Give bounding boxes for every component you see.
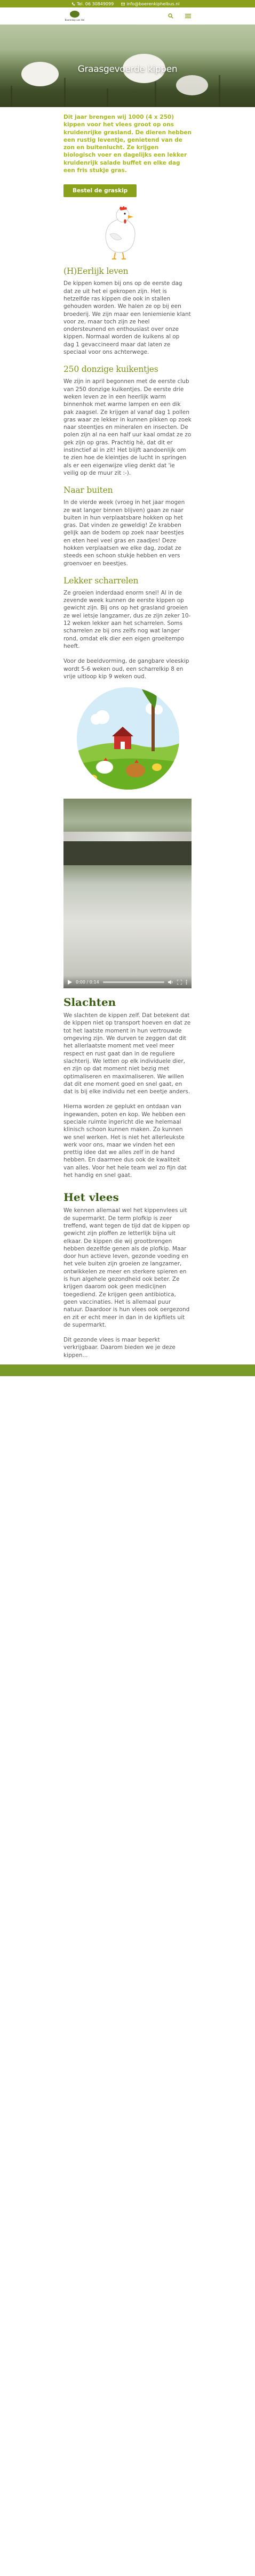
video-player[interactable] (63, 799, 192, 988)
grass-blade (64, 78, 66, 107)
video-time: 0:00 / 0:14 (76, 979, 99, 985)
top-contact-bar (0, 0, 255, 7)
logo-text: Boerenkip van Hel (65, 19, 85, 21)
order-button[interactable]: Bestel de graskip (63, 184, 137, 197)
grass-blade (155, 82, 156, 107)
section-text-scharrelen-1: Ze groeien inderdaad enorm snel! Al in de zevende week kunnen de eerste kippen op gewicht zijn. Bij ons op het grasland groeien ze wel ietsje langzamer, dus ze zijn zeker 10-12 weken lekker aan het scharrelen. Soms scharrelen ze bij ons zelfs nog wat langer rond, omdat elk dier een eigen groeitempo heeft. (63, 589, 191, 649)
grass-blade (219, 75, 220, 107)
play-icon[interactable] (68, 980, 72, 985)
section-title-slachten: Slachten (63, 996, 116, 1009)
site-logo[interactable] (63, 8, 86, 24)
farm-illustration (77, 687, 179, 790)
video-progress-track[interactable] (103, 981, 164, 983)
hamburger-menu-icon[interactable] (185, 13, 191, 19)
logo-tree-icon (70, 11, 79, 18)
section-text-vlees-2: Dit gezonde vlees is maar beperkt verkrijgbaar. Daarom bieden we je deze kippen... (63, 1337, 176, 1359)
more-options-icon[interactable] (186, 980, 187, 985)
video-frame-barn (63, 841, 192, 865)
search-icon[interactable] (168, 13, 173, 19)
section-title-kuikentjes: 250 donzige kuikentjes (63, 364, 158, 375)
section-text-slachten-1: We slachten de kippen zelf. Dat betekent dat de kippen niet op transport hoeven en dat ze tot het laatste moment in hun vertrouwde omgeving zijn. We durven te zeggen dat dit het allerlaatste moment met veel meer respect en rust gaat dan in de reguliere slachterij. We letten op elk individuele dier, en zijn op dat moment niet bezig met optimaliseren en maximaliseren. We willen dat dit ene moment goed en snel gaat, en dat is bij elke individu net een beetje anders. (63, 1012, 191, 1095)
fullscreen-icon[interactable] (177, 980, 182, 985)
email-contact[interactable] (121, 2, 179, 6)
mail-icon (121, 2, 125, 6)
chicken-illustration (91, 204, 146, 261)
section-text-buiten: In de vierde week (vroeg in het jaar mogen ze wat langer binnen blijven) gaan ze naar buiten in hun verplaatsbare hokken op het gras. Dat vinden ze geweldig! Ze krabben gelijk aan de bodem op zoek naar beestjes en eten heel veel gras en zaadjes! Deze hokken verplaatsen we elke dag, zodat ze steeds een schoon stukje hebben en vers groenvoer en beestjes. (63, 499, 185, 567)
grass-blade (11, 86, 12, 107)
hero-hen-shape (176, 75, 208, 95)
hero-banner (0, 25, 255, 107)
site-header (0, 7, 255, 25)
volume-icon[interactable] (168, 980, 173, 985)
section-text-scharrelen-2: Voor de beeldvorming, de gangbare vleeskip wordt 5-6 weken oud, een scharrelkip 8 en vrije uitloop kip 9 weken oud. (63, 658, 189, 680)
section-title-scharrelen: Lekker scharrelen (63, 575, 139, 586)
main-content (0, 113, 255, 1359)
intro-text: Dit jaar brengen wij 1000 (4 x 250) kippen voor het vlees groot op ons kruidenrijke grasland. De dieren hebben een rustig leventje, genietend van de zon en buitenlucht. Ze krijgen biologisch voer en dagelijks een lekker kruidenrijk salade buffet en elke dag een fris stukje gras. (63, 114, 192, 174)
footer-grass-strip (0, 1364, 255, 1376)
phone-icon (71, 2, 75, 6)
email-address: info@boerenkiphelbus.nl (126, 1, 180, 6)
section-title-buiten: Naar buiten (63, 485, 113, 495)
grass-blade (107, 88, 108, 107)
section-text-vlees-1: We kennen allemaal wel het kippenvlees uit de supermarkt. De term plofkip is zeer treffend, want tegen de tijd dat de kippen op gewicht zijn ploffen ze letterlijk bijna uit elkaar. De kippen die wij grootbrengen hebben dezelfde genen als de plofkip. Maar door hun actieve leven, gezonde voeding en het vele buiten zijn groeien ze langzamer, ontwikkelen ze meer en sterkere spieren en is hun algehele gezondheid ook beter. Ze krijgen daarom ook geen medicijnen toegediend. Ze krijgen geen antibiotica, geen vaccinaties. Het is allemaal puur natuur. Daardoor is hun vlees ook oergezond en zit er echt meer in dan in de kipfilets uit de supermarkt. (63, 1207, 190, 1328)
section-text-kuikentjes: We zijn in april begonnen met de eerste club van 250 donzige kuikentjes. De eerste drie weken leven ze in een heerlijk warm binnenhok met warme lampen en een dik pak zaagsel. Ze krijgen al vanaf dag 1 pollen gras waar ze lekker in kunnen pikken op zoek naar steentjes en mineralen en insecten. De polen zijn al na een half uur kaal omdat ze zo gek zijn op gras. Prachtig hè, dat dit er instinctief al in zit! Het blijft aandoenlijk om te zien hoe de kleintjes de lucht in springen als er een eigenwijze vlieg denkt dat 'ie veilig op de muur zit :-). (63, 378, 192, 476)
section-title-eerlijk: (H)Eerlijk leven (63, 266, 129, 277)
section-title-vlees: Het vlees (63, 1191, 119, 1204)
phone-number: Tel. 06 30849099 (77, 1, 114, 6)
phone-contact[interactable] (71, 2, 114, 6)
hero-title: Graasgevoerde kippen (77, 64, 178, 75)
section-text-slachten-2: Hierna worden ze geplukt en ontdaan van ingewanden, poten en kop. We hebben een speciale ruimte ingericht die we helemaal klinisch schoon kunnen maken. Zo kunnen we snel werken. Het is niet het allerleukste werk voor ons, maar we vinden het een prettig idee dat we alles zelf in de hand hebben. En daarmee dus ook de kwaliteit van alles. Voor het hele team wel zo fijn dat het handig en snel gaat. (63, 1103, 187, 1179)
video-controls (63, 976, 192, 988)
section-text-eerlijk: De kippen komen bij ons op de eerste dag dat ze uit het ei gekropen zijn. Het is hetzelfde ras kippen die ook in stallen gehouden worden. We halen ze op bij een broederij. We zijn maar een leniemienie klant voor ze, maar toch zijn ze heel ondersteunend en enthousiast over onze kippen. Normaal worden de kuikens al op dag 1 gevaccineerd maar dat laten ze speciaal voor ons achterwege. (63, 280, 191, 356)
